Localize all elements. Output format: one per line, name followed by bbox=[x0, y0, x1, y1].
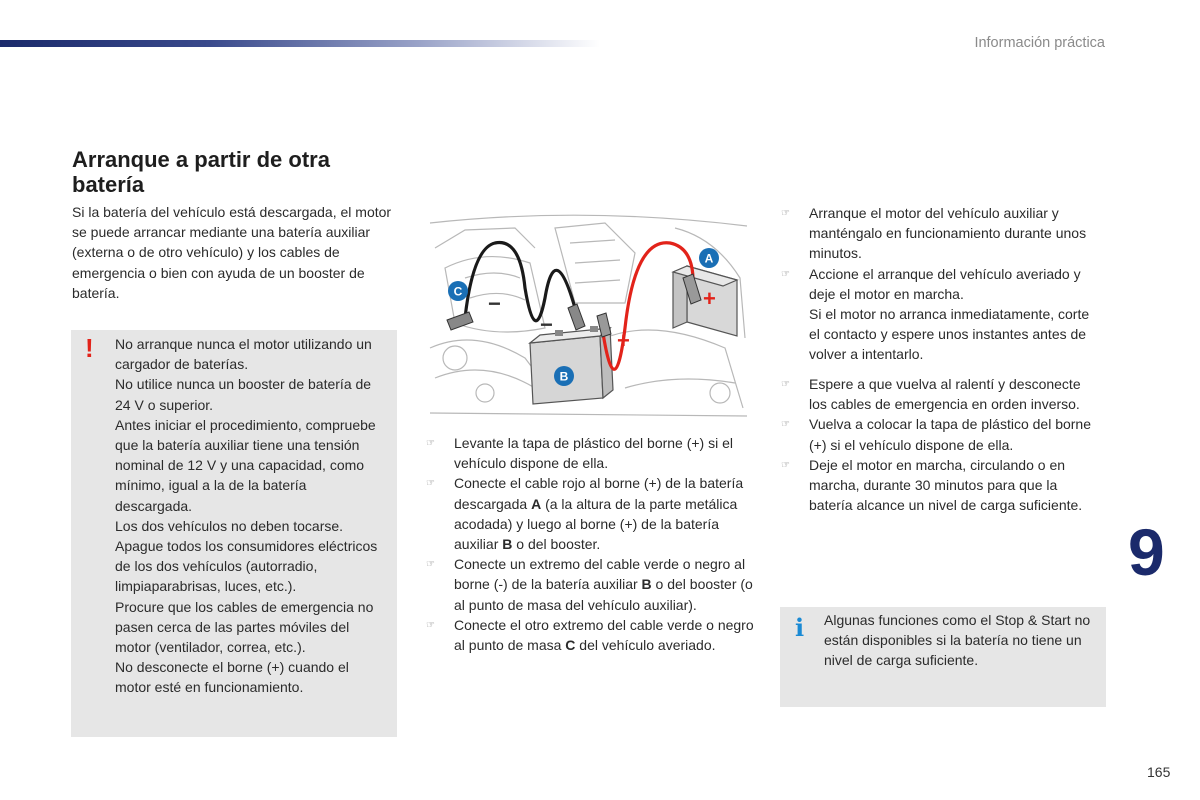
info-icon: i bbox=[795, 613, 805, 642]
list-item: ☞ Conecte un extremo del cable verde o negro al borne (-) de la batería auxiliar B o del booster (o al punto de masa del vehículo auxiliar). bbox=[426, 554, 756, 615]
auxiliary-battery-b bbox=[530, 326, 613, 404]
header-accent-bar bbox=[0, 40, 600, 47]
warning-line: No desconecte el borne (+) cuando el motor esté en funcionamiento. bbox=[115, 659, 349, 696]
steps-list-middle bbox=[426, 433, 756, 655]
label-c: C bbox=[453, 284, 463, 299]
minus-mark-b: − bbox=[540, 312, 553, 337]
label-b: B bbox=[559, 369, 569, 384]
list-item: ☞ Conecte el otro extremo del cable verde o negro al punto de masa C del vehículo averiado. bbox=[426, 615, 756, 655]
warning-line: Apague todos los consumidores eléctricos de los dos vehículos (autorradio, limpiaparabrisas, luces, etc.). bbox=[115, 538, 378, 595]
warning-line: No utilice nunca un booster de batería de 24 V o superior. bbox=[115, 376, 372, 413]
page-title: Arranque a partir de otra batería bbox=[72, 147, 330, 197]
list-item: ☞ Arranque el motor del vehículo auxiliar y manténgalo en funcionamiento durante unos minutos. bbox=[781, 203, 1101, 264]
steps-list-right bbox=[781, 203, 1101, 365]
warning-text bbox=[115, 334, 387, 698]
exclamation-icon: ! bbox=[85, 333, 94, 363]
list-item: ☞ Accione el arranque del vehículo averiado y deje el motor en marcha. Si el motor no arranca inmediatamente, corte el contacto y espere unos instantes antes de volver a intentarlo. bbox=[781, 264, 1101, 365]
page-number: 165 bbox=[1147, 764, 1171, 780]
label-a: A bbox=[704, 251, 714, 266]
plus-mark-a: + bbox=[703, 286, 716, 311]
list-item: ☞ Levante la tapa de plástico del borne (+) si el vehículo dispone de ella. bbox=[426, 433, 756, 473]
list-item: ☞ Conecte el cable rojo al borne (+) de la batería descargada A (a la altura de la parte metálica acodada) y luego al borne (+) de la batería auxiliar B o del booster. bbox=[426, 473, 756, 554]
intro-paragraph: Si la batería del vehículo está descargada, el motor se puede arrancar mediante una batería auxiliar (externa o de otro vehículo) y los cables de emergencia o bien con ayuda de un booster de batería. bbox=[72, 204, 392, 301]
steps-list-right-2 bbox=[781, 374, 1101, 515]
info-text: Algunas funciones como el Stop & Start no están disponibles si la batería no tiene un nivel de carga suficiente. bbox=[824, 612, 1091, 669]
info-box bbox=[780, 607, 1106, 707]
list-item: ☞ Vuelva a colocar la tapa de plástico del borne (+) si el vehículo dispone de ella. bbox=[781, 414, 1101, 454]
chapter-number: 9 bbox=[1128, 515, 1165, 589]
warning-box bbox=[71, 330, 397, 737]
plus-mark-b: + bbox=[617, 328, 630, 353]
warning-line: Los dos vehículos no deben tocarse. bbox=[115, 517, 344, 534]
warning-line: Antes iniciar el procedimiento, compruebe que la batería auxiliar tiene una tensión nominal de 12 V y una capacidad, como mínimo, igual a la de la batería descargada. bbox=[115, 416, 376, 514]
warning-line: Procure que los cables de emergencia no pasen cerca de las partes móviles del motor (ventilador, correa, etc.). bbox=[115, 598, 374, 656]
minus-mark-c: − bbox=[488, 291, 501, 316]
list-item: ☞ Espere a que vuelva al ralentí y desconecte los cables de emergencia en orden inverso. bbox=[781, 374, 1101, 414]
jump-start-illustration bbox=[425, 208, 752, 424]
warning-line: No arranque nunca el motor utilizando un cargador de baterías. bbox=[115, 336, 372, 373]
list-item: ☞ Deje el motor en marcha, circulando o en marcha, durante 30 minutos para que la batería alcance un nivel de carga suficiente. bbox=[781, 455, 1101, 516]
section-title: Información práctica bbox=[974, 35, 1105, 51]
